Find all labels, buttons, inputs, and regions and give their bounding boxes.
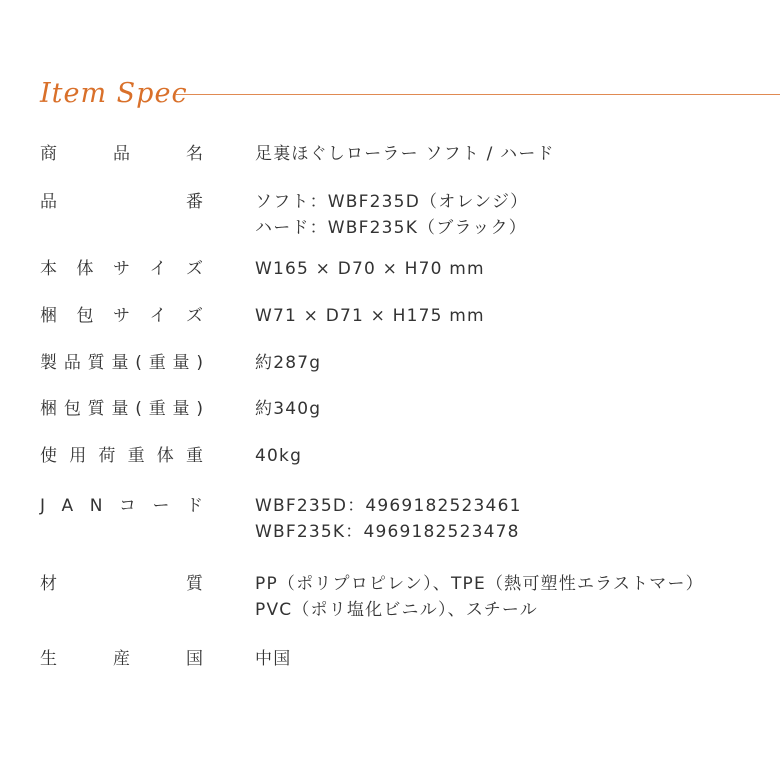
spec-values: [255, 189, 760, 241]
spec-values: [255, 350, 760, 376]
spec-row: [40, 303, 760, 329]
spec-row: [40, 571, 760, 623]
spec-label: 材 質: [40, 574, 203, 594]
spec-value: WBF235K：4969182523478: [255, 522, 520, 542]
spec-value: WBF235D：4969182523461: [255, 496, 522, 516]
spec-value: W71 × D71 × H175 mm: [255, 306, 485, 326]
spec-value: 中国: [255, 649, 292, 669]
spec-value: 約287g: [255, 353, 322, 373]
spec-values: [255, 571, 760, 623]
spec-label: 製 品 質 量 ( 重 量 ): [40, 353, 203, 373]
spec-row: [40, 256, 760, 282]
spec-value: ソフト：WBF235D（オレンジ）: [255, 192, 529, 212]
spec-label: 梱 包 サ イ ズ: [40, 306, 203, 326]
spec-values: [255, 141, 760, 167]
spec-values: [255, 443, 760, 469]
spec-value: ハード：WBF235K（ブラック）: [255, 218, 527, 238]
spec-label: 品 番: [40, 192, 203, 212]
spec-label: 使 用 荷 重 体 重: [40, 446, 203, 466]
spec-value: PVC（ポリ塩化ビニル）、スチール: [255, 600, 538, 620]
spec-label: 梱 包 質 量 ( 重 量 ): [40, 399, 203, 419]
spec-row: [40, 443, 760, 469]
spec-row: [40, 189, 760, 241]
spec-value: 約340g: [255, 399, 322, 419]
spec-label: 本 体 サ イ ズ: [40, 259, 203, 279]
spec-values: [255, 303, 760, 329]
spec-values: [255, 493, 760, 545]
spec-value: PP（ポリプロピレン）、TPE（熱可塑性エラストマー）: [255, 574, 704, 594]
spec-value: 足裏ほぐしローラー ソフト / ハード: [255, 144, 555, 164]
spec-values: [255, 256, 760, 282]
spec-row: [40, 493, 760, 545]
section-heading: [40, 72, 780, 116]
spec-values: [255, 396, 760, 422]
spec-row: [40, 350, 760, 376]
spec-row: [40, 646, 760, 672]
spec-label: 生 産 国: [40, 649, 203, 669]
spec-label: 商 品 名: [40, 144, 203, 164]
spec-values: [255, 646, 760, 672]
spec-row: [40, 141, 760, 167]
spec-value: W165 × D70 × H70 mm: [255, 259, 485, 279]
spec-value: 40kg: [255, 446, 303, 466]
heading-divider: [176, 94, 780, 95]
spec-label: J A N コ ー ド: [40, 496, 203, 516]
spec-row: [40, 396, 760, 422]
section-title: Item Spec: [40, 78, 188, 109]
